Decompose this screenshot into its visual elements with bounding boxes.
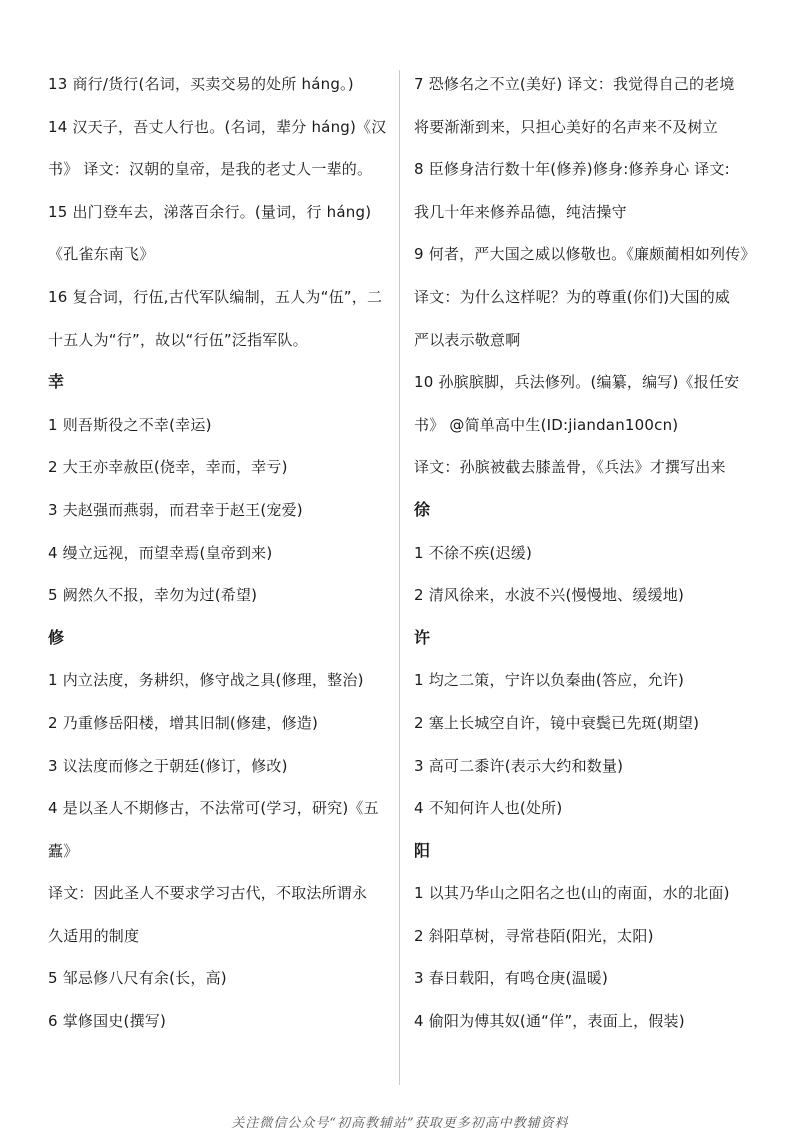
section-heading: 徐 (414, 499, 431, 519)
text-line: 1 不徐不疾(迟缓) (414, 543, 533, 562)
text-line: 3 春日载阳，有鸣仓庚(温暖) (414, 969, 609, 988)
text-line: 久适用的制度 (48, 926, 140, 945)
section-heading: 幸 (48, 372, 65, 392)
section-heading: 修 (48, 627, 65, 647)
text-line: 严以表示敬意啊 (414, 330, 521, 349)
text-line: 译文：为什么这样呢？为的尊重(你们)大国的威 (414, 287, 731, 306)
text-line: 2 塞上长城空自许，镜中衰鬓已先斑(期望) (414, 713, 700, 732)
text-line: 十五人为“行”，故以“行伍”泛指军队。 (48, 330, 308, 349)
text-line: 3 高可二黍许(表示大约和数量) (414, 756, 624, 775)
right-column (414, 74, 764, 1054)
text-line: 8 臣修身洁行数十年(修养)修身:修养身心 译文: (414, 160, 730, 179)
text-line: 2 清风徐来，水波不兴(慢慢地、缓缓地) (414, 586, 685, 605)
text-line: 将要渐渐到来，只担心美好的名声来不及树立 (414, 117, 719, 136)
text-line: 4 偷阳为傅其奴(通“佯”，表面上，假装) (414, 1012, 685, 1031)
text-line: 书》 译文：汉朝的皇帝，是我的老丈人一辈的。 (48, 160, 373, 179)
text-line: 3 议法度而修之于朝廷(修订，修改) (48, 756, 288, 775)
text-line: 9 何者，严大国之威以修敬也。《廉颇蔺相如列传》 (414, 245, 756, 264)
text-line: 2 大王亦幸赦臣(侥幸，幸而，幸亏) (48, 458, 288, 477)
text-line: 14 汉天子，吾丈人行也。(名词，辈分 háng)《汉 (48, 117, 387, 136)
text-line: 10 孙膑膑脚，兵法修列。(编纂，编写)《报任安 (414, 373, 740, 392)
text-line: 2 乃重修岳阳楼，增其旧制(修建，修造) (48, 713, 319, 732)
text-line: 15 出门登车去，涕落百余行。(量词，行 háng) (48, 202, 372, 221)
left-column (48, 74, 388, 1054)
column-divider (399, 70, 400, 1085)
text-line: 1 均之二策，宁许以负秦曲(答应，允许) (414, 671, 685, 690)
text-line: 1 则吾斯役之不幸(幸运) (48, 415, 212, 434)
text-line: 1 内立法度，务耕织，修守战之具(修理，整治) (48, 671, 364, 690)
text-line: 7 恐修名之不立(美好) 译文：我觉得自己的老境 (414, 75, 735, 93)
text-line: 5 邹忌修八尺有余(长，高) (48, 969, 227, 988)
text-line: 3 夫赵强而燕弱，而君幸于赵王(宠爱) (48, 500, 303, 519)
text-line: 6 掌修国史(撰写) (48, 1012, 167, 1031)
text-line: 16 复合词，行伍,古代军队编制，五人为“伍”，二 (48, 287, 383, 306)
text-line: 4 缦立远视，而望幸焉(皇帝到来) (48, 543, 273, 562)
text-line: 1 以其乃华山之阳名之也(山的南面，水的北面) (414, 884, 730, 903)
text-line: 2 斜阳草树，寻常巷陌(阳光，太阳) (414, 926, 654, 945)
text-line: 《孔雀东南飞》 (48, 245, 155, 264)
section-heading: 许 (414, 627, 431, 647)
text-line: 我几十年来修养品德，纯洁操守 (414, 202, 627, 221)
text-line: 4 不知何许人也(处所) (414, 799, 563, 818)
text-line: 译文：孙膑被截去膝盖骨，《兵法》才撰写出来 (414, 458, 726, 477)
footer-note: 关注微信公众号“初高教辅站”获取更多初高中教辅资料 (231, 1116, 569, 1131)
text-line: 蠹》 (48, 841, 79, 860)
text-line: 13 商行/货行(名词，买卖交易的处所 háng。) (48, 75, 354, 93)
text-line: 译文：因此圣人不要求学习古代，不取法所谓永 (48, 884, 368, 903)
section-heading: 阳 (414, 840, 431, 860)
text-line: 4 是以圣人不期修古，不法常可(学习，研究)《五 (48, 799, 379, 818)
text-line: 5 阙然久不报，幸勿为过(希望) (48, 586, 258, 605)
text-line: 书》 @简单高中生(ID:jiandan100cn) (414, 415, 679, 434)
